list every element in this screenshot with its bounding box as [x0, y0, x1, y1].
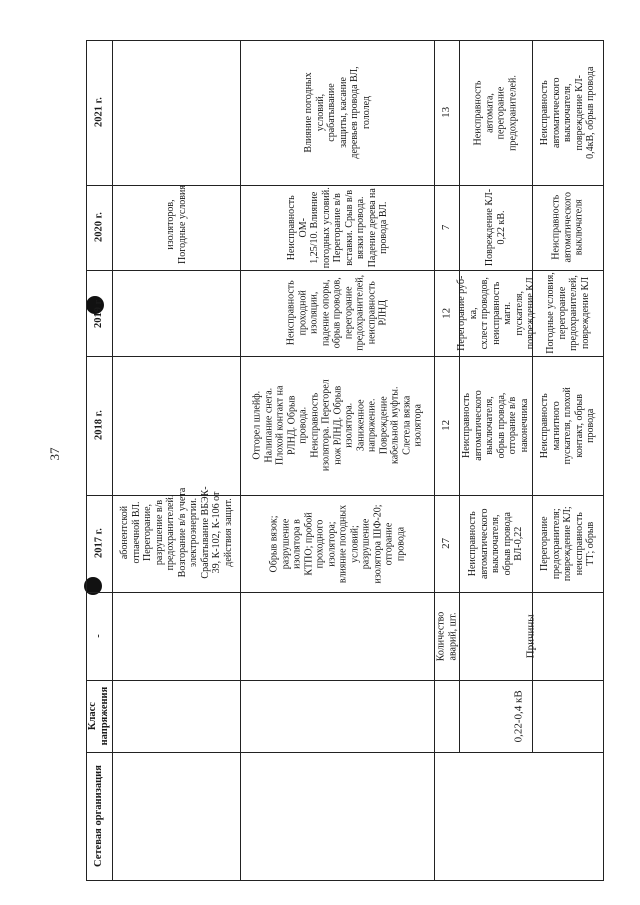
header-2019: 2019 г.	[92, 298, 104, 328]
page-number: 37	[47, 447, 62, 461]
table-border	[112, 40, 113, 880]
cause-2017: Неисправность автоматического выключателя, обрыв провода ВЛ-0,22	[466, 508, 524, 579]
cause-2019: Перегорание руб-ка, схлест проводов, неисправность магн. пускателя, повреждение КЛ	[455, 275, 536, 351]
cause-2018: Неисправность автоматического выключателя, обрыв провода, отгорание в/в наконечника	[461, 390, 530, 461]
causes-label: Причины	[524, 613, 537, 659]
cell-2018-causes-6-10kv: Отгорел шлейф. Налипание снега. Плохой контакт на РЛНД. Обрыв провода. Неисправность изолятора. Перегорел нож РЛНД. Обрыв изолятора. Заниженное напряжение. Повреждение кабельной муфты. Слетела вязка изолятора	[250, 379, 423, 472]
cause2-2019: Погодные условия, перегорание предохранителей, повреждение КЛ	[544, 272, 590, 354]
cause2-2021: Неисправность автоматического выключателя, повреждение КЛ- 0,4кВ, обрыв провода	[538, 66, 596, 159]
header-2018: 2018 г.	[92, 410, 104, 441]
header-org: Сетевая организация	[92, 765, 104, 867]
cell-2019-causes-6-10kv: Неисправность проходной изоляции, падение опоры, обрыв проводов, перегорание предохранителей, неисправность РЛНД	[285, 275, 389, 351]
count-2017: 27	[440, 537, 453, 549]
cause2-2020: Неисправность автоматического выключателя	[550, 192, 585, 263]
voltage-class: 0,22-0,4 кВ	[512, 689, 525, 743]
count-2018: 12	[440, 419, 453, 431]
count-2019: 12	[440, 307, 453, 319]
cell-2021-causes-6-10kv: Влияние погодных условий, срабатывание защиты, касание деревьев провода ВЛ, гололед	[302, 66, 371, 159]
cause-2020: Повреждение КЛ- 0,22 кВ.	[484, 188, 507, 267]
table-border	[603, 40, 604, 880]
header-2017: 2017 г.	[92, 528, 104, 559]
header-2021: 2021 г.	[92, 97, 104, 128]
header-2020: 2020 г.	[92, 212, 104, 243]
cause-2021: Неисправность автомата, перегорание предохранителей.	[472, 74, 518, 151]
header-voltage: Класс напряжения	[86, 686, 110, 746]
count-2021: 13	[440, 106, 453, 118]
cause2-2018: Неисправность магнитного пускателя, плохой контакт, обрыв провода	[538, 386, 596, 465]
col-divider	[86, 752, 604, 753]
cell-2017-continued: абонентской отпаечной ВЛ. Перегорание, разрушение в/в предохранителей. Возгорание в/в учета электроэнергии. Срабатывание ВБЭК- 39, К-102, К-106 от действия защит.	[118, 486, 233, 579]
count-label: Количество аварий, шт.	[435, 611, 458, 661]
cell-2020-continued: изоляторов, Погодные условия	[164, 185, 187, 264]
header-dash: -	[92, 634, 104, 638]
count-2020: 7	[440, 224, 453, 231]
table-border	[86, 880, 604, 881]
cell-2020-causes-6-10kv: Неисправность ОМ- 1,25/10. Влияние погодных условий. Перегорание в/в вставки. Срыв в/в вязки провода. Падение дерева на провода ВЛ.	[285, 187, 389, 268]
cause2-2017: Перегорание предохранителя; повреждение КЛ; неисправность ТТ; обрыв	[538, 506, 596, 581]
cell-2017-causes-6-10kv: Обрыв вязок; разрушение изолятора в КТПО; пробой проходного изолятора; влияние погодных условий; разрушение изолятора ШФ-20; отгорание провода	[268, 504, 406, 583]
